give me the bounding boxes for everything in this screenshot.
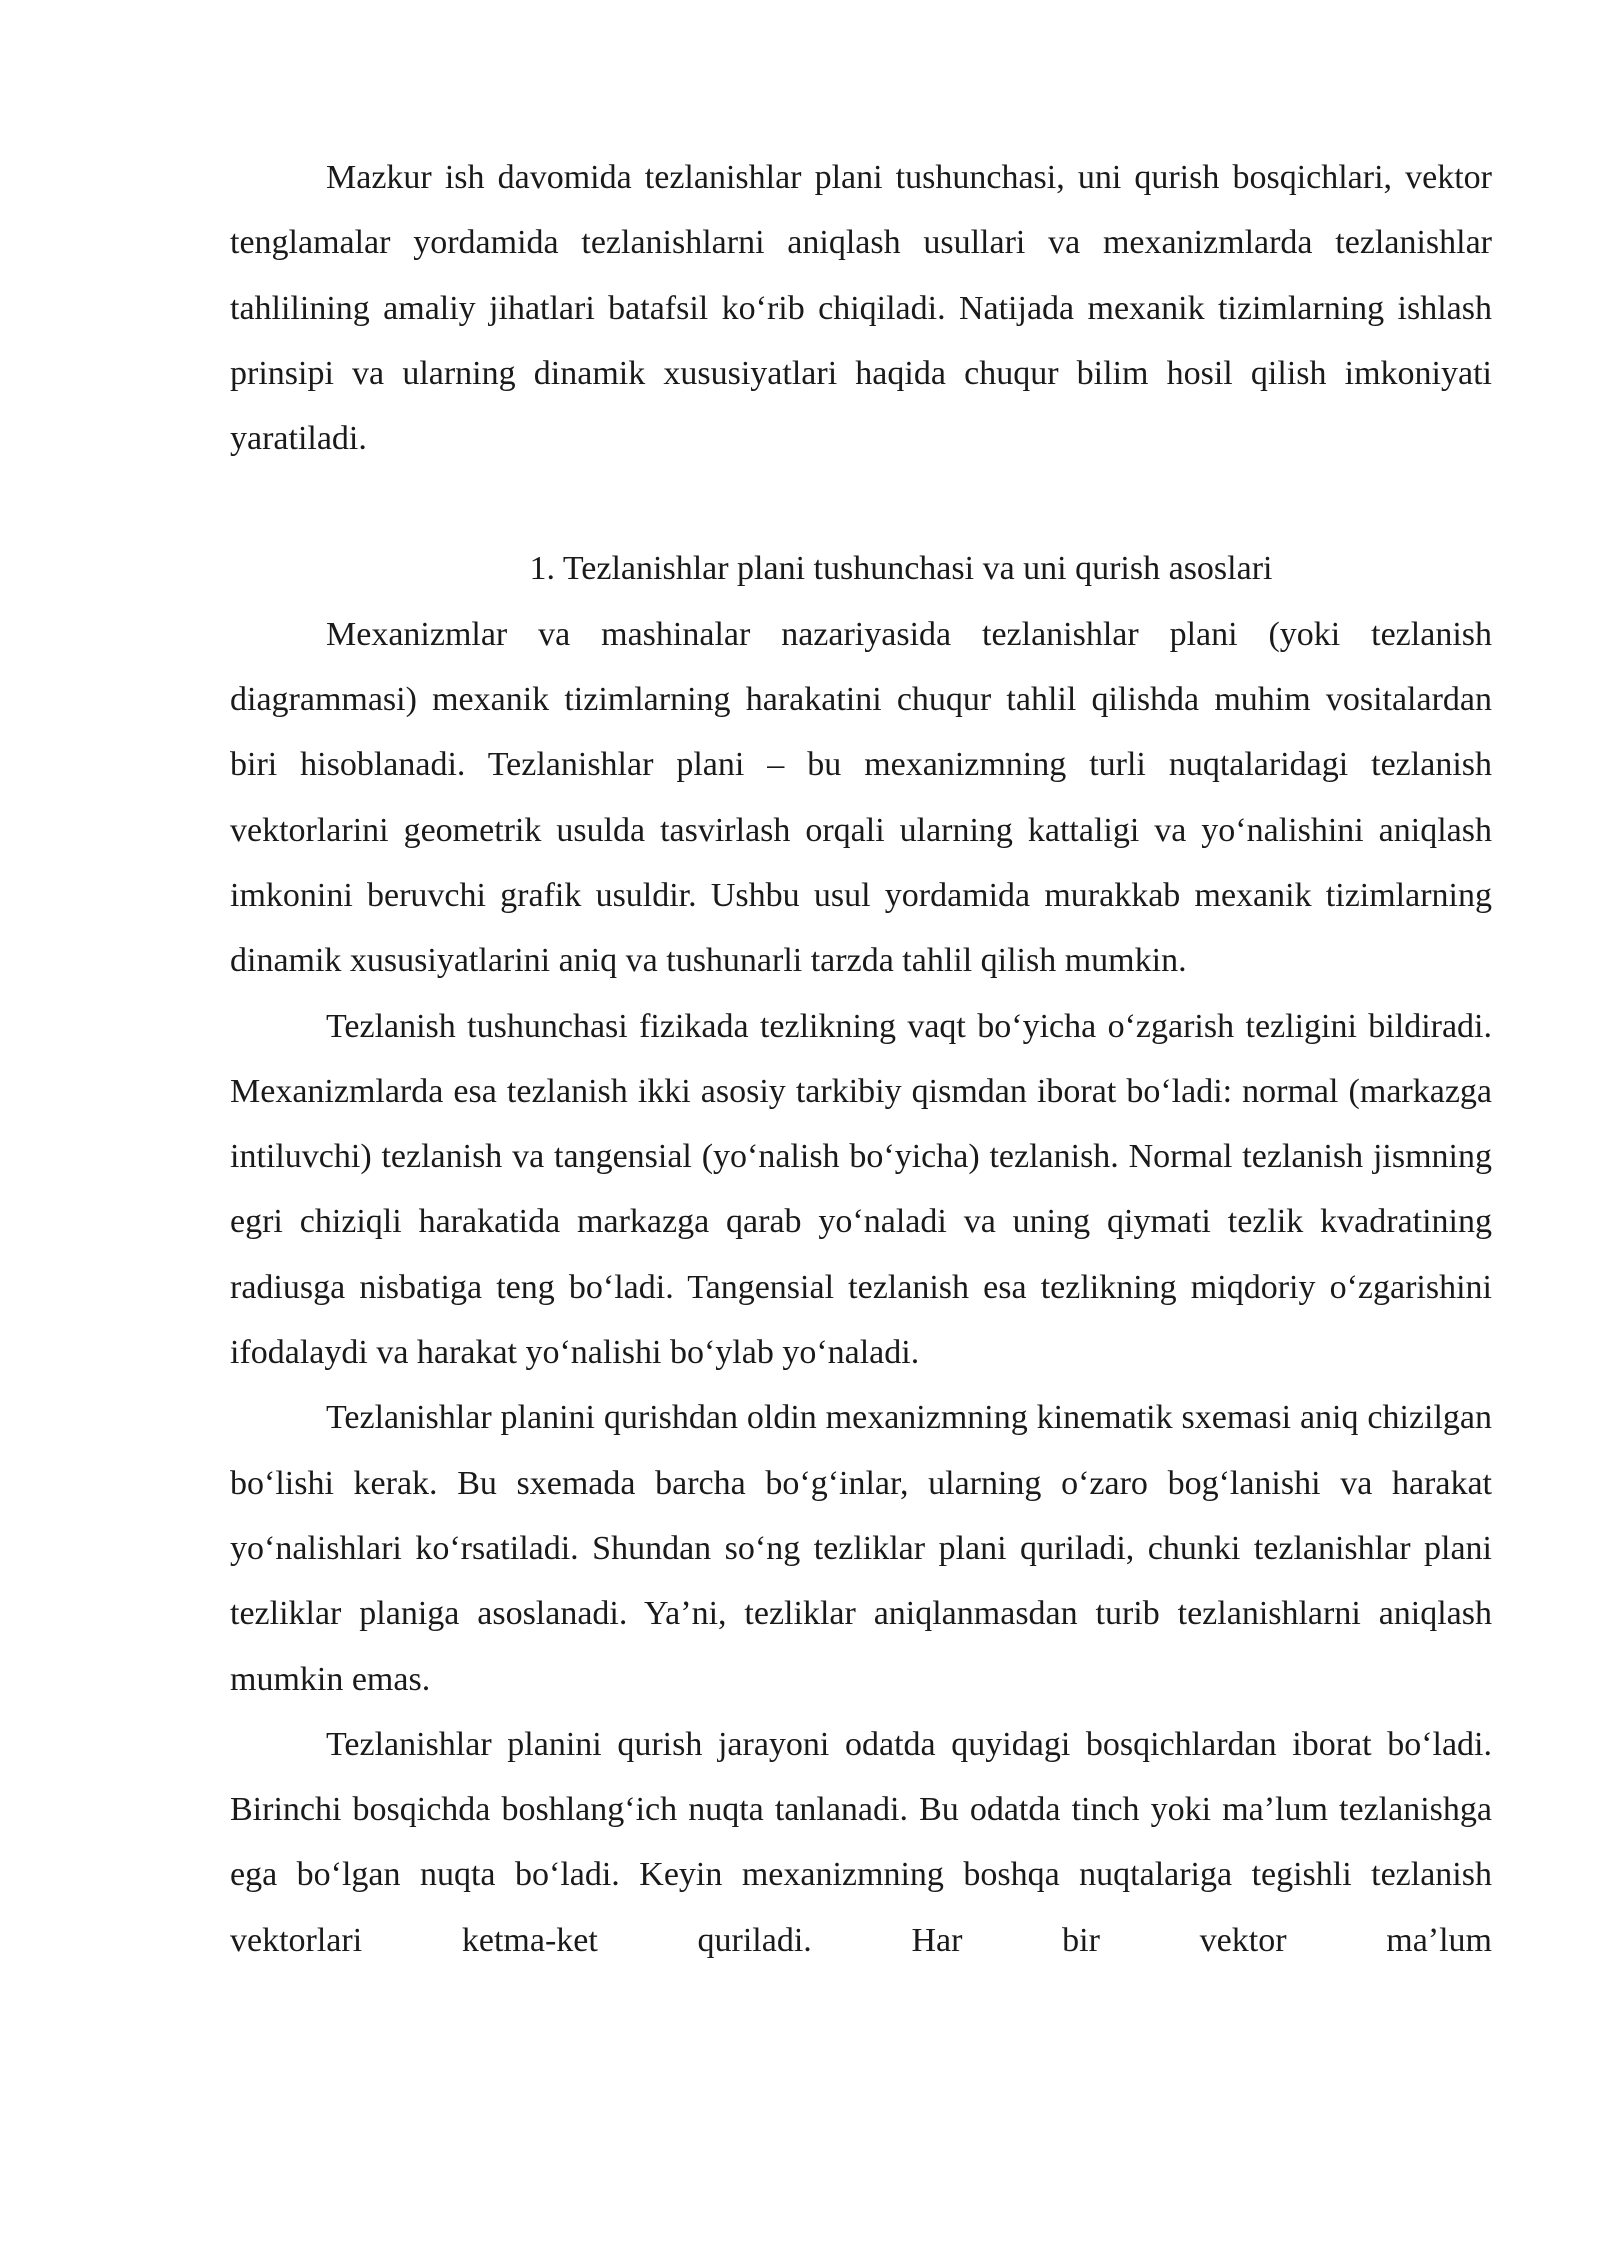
intro-paragraph: Mazkur ish davomida tezlanishlar plani tushunchasi, uni qurish bosqichlari, vektor tenglamalar yordamida tezlanishlarni aniqlash usullari va mexanizmlarda tezlanishlar tahlilining amaliy jihatlari batafsil koʻrib chiqiladi. Natijada mexanik tizimlarning ishlash prinsipi va ularning dinamik xususiyatlari haqida chuqur bilim hosil qilish imkoniyati yaratiladi. bbox=[230, 159, 1492, 458]
section-heading: 1. Tezlanishlar plani tushunchasi va uni qurish asoslari bbox=[529, 550, 1273, 588]
page-content bbox=[230, 145, 1492, 1973]
body-paragraph: Tezlanishlar planini qurish jarayoni odatda quyidagi bosqichlardan iborat boʻladi. Birinchi bosqichda boshlangʻich nuqta tanlanadi. Bu odatda tinch yoki maʼlum tezlanishga ega boʻlgan nuqta boʻladi. Keyin mexanizmning boshqa nuqtalariga tegishli tezlanish vektorlari ketma-ket quriladi. Har bir vektor maʼlum bbox=[230, 1725, 1492, 1959]
body-paragraph: Tezlanish tushunchasi fizikada tezlikning vaqt boʻyicha oʻzgarish tezligini bildiradi. Mexanizmlarda esa tezlanish ikki asosiy tarkibiy qismdan iborat boʻladi: normal (markazga intiluvchi) tezlanish va tangensial (yoʻnalish boʻyicha) tezlanish. Normal tezlanish jismning egri chiziqli harakatida markazga qarab yoʻnaladi va uning qiymati tezlik kvadratining radiusga nisbatiga teng boʻladi. Tangensial tezlanish esa tezlikning miqdoriy oʻzgarishini ifodalaydi va harakat yoʻnalishi boʻylab yoʻnaladi. bbox=[230, 1007, 1492, 1372]
body-paragraph: Tezlanishlar planini qurishdan oldin mexanizmning kinematik sxemasi aniq chizilgan boʻlishi kerak. Bu sxemada barcha boʻgʻinlar, ularning oʻzaro bogʻlanishi va harakat yoʻnalishlari koʻrsatiladi. Shundan soʻng tezliklar plani quriladi, chunki tezlanishlar plani tezliklar planiga asoslanadi. Yaʼni, tezliklar aniqlanmasdan turib tezlanishlarni aniqlash mumkin emas. bbox=[230, 1399, 1492, 1698]
paragraph-gap bbox=[230, 471, 1492, 536]
body-paragraph: Mexanizmlar va mashinalar nazariyasida tezlanishlar plani (yoki tezlanish diagrammasi) mexanik tizimlarning harakatini chuqur tahlil qilishda muhim vositalardan biri hisoblanadi. Tezlanishlar plani – bu mexanizmning turli nuqtalaridagi tezlanish vektorlarini geometrik usulda tasvirlash orqali ularning kattaligi va yoʻnalishini aniqlash imkonini beruvchi grafik usuldir. Ushbu usul yordamida murakkab mexanik tizimlarning dinamik xususiyatlarini aniq va tushunarli tarzda tahlil qilish mumkin. bbox=[230, 615, 1492, 980]
